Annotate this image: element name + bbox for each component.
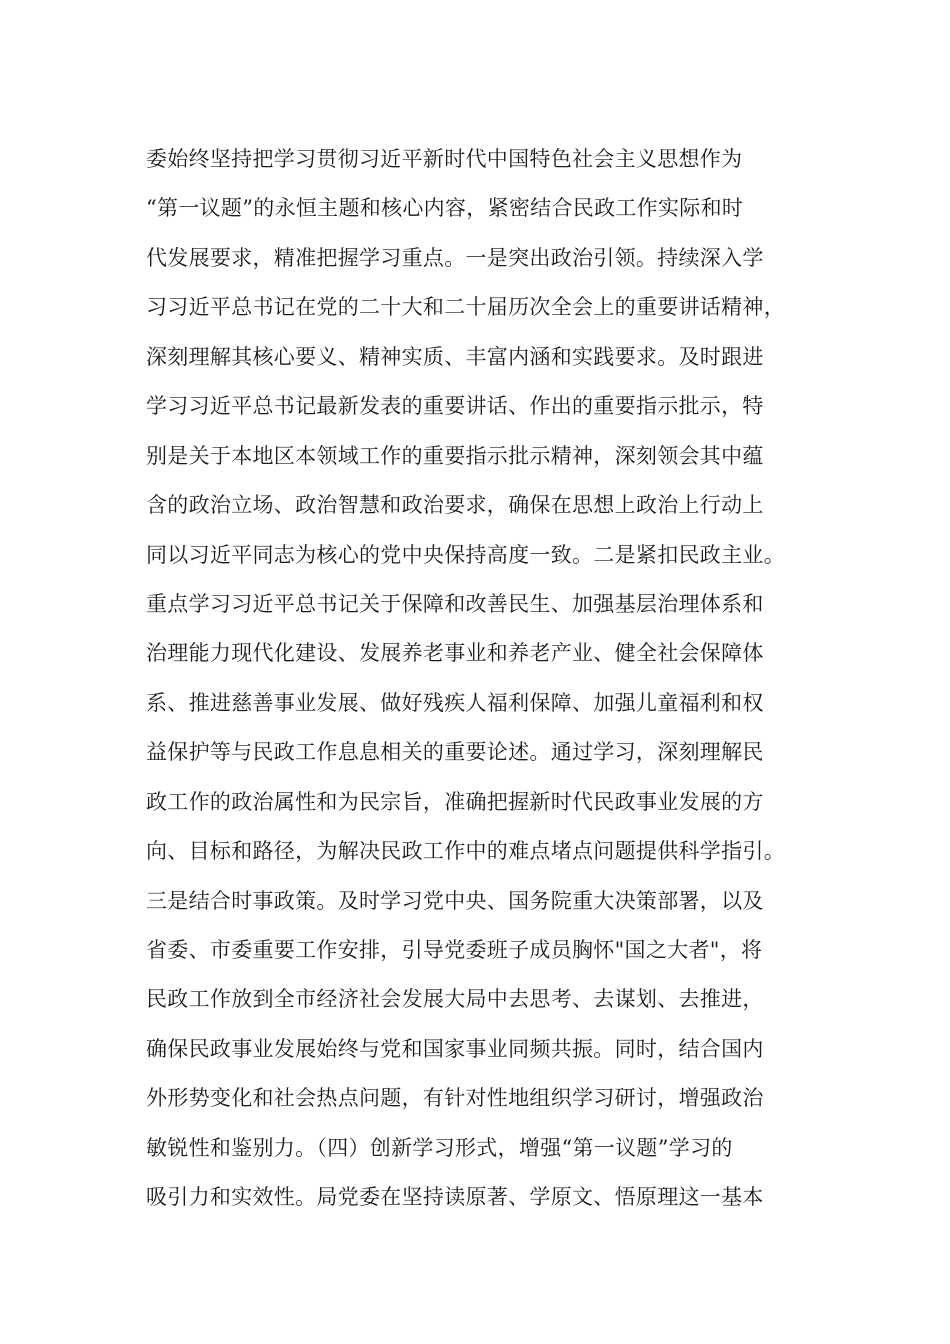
text-line: 确保民政事业发展始终与党和国家事业同频共振。同时，结合国内 xyxy=(146,1036,764,1061)
text-line: 委始终坚持把学习贯彻习近平新时代中国特色社会主义思想作为 xyxy=(146,147,743,171)
body-text xyxy=(146,135,836,1223)
text-line: 敏锐性和鉴别力。（四）创新学习形式，增强“第一议题”学习的 xyxy=(146,1135,733,1160)
text-line: 系、推进慈善事业发展、做好残疾人福利保障、加强儿童福利和权 xyxy=(146,690,764,715)
text-line: “第一议题”的永恒主题和核心内容，紧密结合民政工作实际和时 xyxy=(146,196,744,221)
text-line: 民政工作放到全市经济社会发展大局中去思考、去谋划、去推进， xyxy=(146,987,764,1012)
text-line: 外形势变化和社会热点问题，有针对性地组织学习研讨，增强政治 xyxy=(146,1086,764,1111)
text-line: 三是结合时事政策。及时学习党中央、国务院重大决策部署，以及 xyxy=(146,888,764,913)
text-line: 学习习近平总书记最新发表的重要讲话、作出的重要指示批示，特 xyxy=(146,394,764,419)
text-line: 吸引力和实效性。局党委在坚持读原著、学原文、悟原理这一基本 xyxy=(146,1185,764,1210)
text-line: 习习近平总书记在党的二十大和二十届历次全会上的重要讲话精神， xyxy=(146,295,785,320)
text-line: 益保护等与民政工作息息相关的重要论述。通过学习，深刻理解民 xyxy=(146,740,764,765)
text-line: 省委、市委重要工作安排，引导党委班子成员胸怀"国之大者"，将 xyxy=(146,938,763,962)
text-line: 别是关于本地区本领域工作的重要指示批示精神，深刻领会其中蕴 xyxy=(146,443,764,468)
text-line: 同以习近平同志为核心的党中央保持高度一致。二是紧扣民政主业。 xyxy=(146,542,785,567)
text-line: 治理能力现代化建设、发展养老事业和养老产业、健全社会保障体 xyxy=(146,641,764,666)
text-line: 含的政治立场、政治智慧和政治要求，确保在思想上政治上行动上 xyxy=(146,493,764,518)
text-line: 代发展要求，精准把握学习重点。一是突出政治引领。持续深入学 xyxy=(146,245,764,270)
text-line: 深刻理解其核心要义、精神实质、丰富内涵和实践要求。及时跟进 xyxy=(146,344,764,369)
text-line: 重点学习习近平总书记关于保障和改善民生、加强基层治理体系和 xyxy=(146,591,764,616)
text-line: 向、目标和路径，为解决民政工作中的难点堵点问题提供科学指引。 xyxy=(146,839,785,864)
text-line: 政工作的政治属性和为民宗旨，准确把握新时代民政事业发展的方 xyxy=(146,789,764,814)
